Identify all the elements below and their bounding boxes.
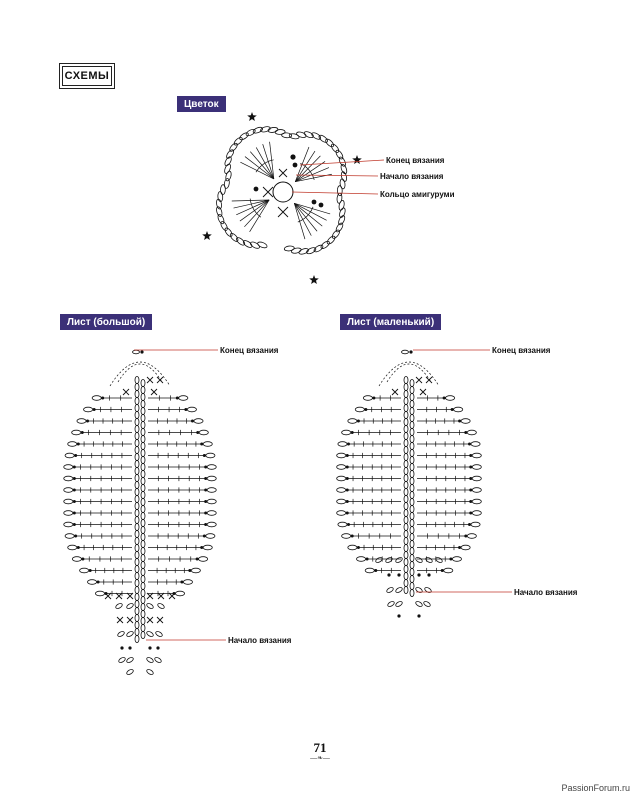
flower-callout-ring: Кольцо амигуруми [380, 190, 455, 199]
leaf-large-callout-start: Начало вязания [228, 636, 292, 645]
flower-callout-end: Конец вязания [386, 156, 445, 165]
watermark: PassionForum.ru [561, 783, 630, 793]
callout-lines [134, 160, 512, 640]
leaf-large-title: Лист (большой) [60, 314, 152, 330]
flower-title: Цветок [177, 96, 226, 112]
page-ornament: —❧— [310, 755, 330, 762]
leaf-small-title: Лист (маленький) [340, 314, 441, 330]
section-tag-label: СХЕМЫ [64, 70, 110, 82]
leaf-large-callout-end: Конец вязания [220, 346, 279, 355]
page-number: 71 [313, 740, 327, 755]
leaf-small-diagram [337, 350, 482, 617]
leaf-small-callout-start: Начало вязания [514, 588, 578, 597]
flower-callout-start: Начало вязания [380, 172, 444, 181]
flower-diagram [202, 112, 362, 284]
leaf-large-diagram [64, 350, 217, 675]
leaf-small-callout-end: Конец вязания [492, 346, 551, 355]
